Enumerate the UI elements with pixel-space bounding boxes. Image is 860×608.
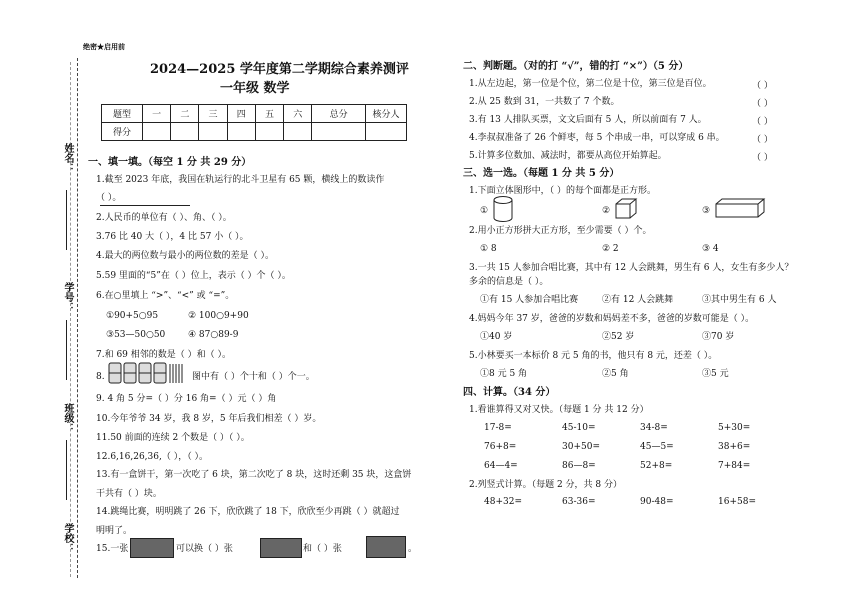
score-table-header: 五 bbox=[255, 105, 283, 123]
calc-item: 30+50= bbox=[562, 442, 600, 452]
choice-5-option[interactable]: ③5 元 bbox=[702, 369, 729, 379]
question-15-part2: 可以换（ ）张 bbox=[176, 544, 233, 554]
banknote-image bbox=[260, 538, 302, 558]
answer-underline bbox=[100, 205, 190, 206]
choice-3-option[interactable]: ①有 15 人参加合唱比赛 bbox=[480, 295, 579, 305]
question-10: 10.今年爷爷 34 岁，我 8 岁，5 年后我们相差（ ）岁。 bbox=[96, 414, 322, 424]
score-cell[interactable] bbox=[284, 123, 312, 141]
calc-item: 38+6= bbox=[718, 442, 751, 452]
choice-5-option[interactable]: ②5 角 bbox=[602, 369, 629, 379]
score-table-header: 核分人 bbox=[366, 105, 407, 123]
calc-item: 86—8= bbox=[562, 461, 596, 471]
judge-answer[interactable]: （ ） bbox=[752, 81, 773, 91]
question-12: 12.6,16,26,36,（ ），（ ）。 bbox=[96, 452, 209, 462]
score-table-header: 二 bbox=[171, 105, 199, 123]
choice-5-option[interactable]: ①8 元 5 角 bbox=[480, 369, 528, 379]
score-cell[interactable] bbox=[312, 123, 366, 141]
exam-title: 2024—2025 学年度第二学期综合素养测评 bbox=[150, 62, 409, 77]
section-2-heading: 二、判断题。（对的打 “√”，错的打 “×”）（5 分） bbox=[463, 61, 689, 72]
question-15-part3: 和（ ）张 bbox=[303, 544, 342, 554]
calc-item: 52+8= bbox=[640, 461, 673, 471]
choice-1-option[interactable]: ① bbox=[480, 206, 489, 216]
question-11: 11.50 前面的连续 2 个数是（ ）（ ）。 bbox=[96, 433, 250, 443]
school-label: 学校： bbox=[62, 523, 73, 553]
calc-item: 17-8= bbox=[484, 423, 512, 433]
binding-line-inner bbox=[70, 62, 71, 577]
calc-item: 45-10= bbox=[562, 423, 596, 433]
class-line bbox=[66, 440, 67, 500]
banknote-image bbox=[366, 536, 406, 558]
calc-item: 45—5= bbox=[640, 442, 674, 452]
judge-answer[interactable]: （ ） bbox=[752, 117, 773, 127]
choice-2-option[interactable]: ② 2 bbox=[602, 244, 619, 254]
score-table-header: 总分 bbox=[312, 105, 366, 123]
question-14-cont: 明明了。 bbox=[96, 526, 133, 536]
choice-2: 2.用小正方形拼大正方形，至少需要（ ）个。 bbox=[469, 226, 652, 236]
choice-3-option[interactable]: ②有 12 人会跳舞 bbox=[602, 295, 674, 305]
judge-answer[interactable]: （ ） bbox=[752, 99, 773, 109]
vertical-calc-item: 90-48= bbox=[640, 497, 674, 507]
name-label: 姓名： bbox=[62, 143, 73, 173]
score-cell[interactable] bbox=[143, 123, 171, 141]
calc-item: 34-8= bbox=[640, 423, 668, 433]
id-line bbox=[66, 320, 67, 380]
cylinder-icon bbox=[492, 195, 514, 227]
judge-5: 5.计算多位数加、减法时，都要从高位开始算起。 bbox=[469, 151, 667, 161]
score-cell[interactable] bbox=[227, 123, 255, 141]
judge-3: 3.有 13 人排队买票，文文后面有 5 人，所以前面有 7 人。 bbox=[469, 115, 707, 125]
choice-3: 3.一共 15 人参加合唱比赛，其中有 12 人会跳舞，男生有 6 人，女生有多少人？ bbox=[469, 263, 794, 273]
score-cell[interactable] bbox=[255, 123, 283, 141]
question-14: 14.跳绳比赛，明明跳了 26 下，欣欣跳了 18 下，欣欣至少再跳（ ）就超过 bbox=[96, 507, 400, 517]
class-label: 班级： bbox=[62, 403, 73, 433]
question-6: 6.在○里填上 “>”、“<” 或 “=”。 bbox=[96, 291, 235, 301]
choice-3-option[interactable]: ③其中男生有 6 人 bbox=[702, 295, 777, 305]
choice-4-option[interactable]: ③70 岁 bbox=[702, 332, 735, 342]
judge-2: 2.从 25 数到 31，一共数了 7 个数。 bbox=[469, 97, 620, 107]
section-3-heading: 三、选一选。（每题 1 分 共 5 分） bbox=[463, 168, 620, 179]
question-9: 9. 4 角 5 分=（ ）分 16 角=（ ）元（ ）角 bbox=[96, 394, 277, 404]
name-line bbox=[66, 190, 67, 250]
question-6-item: ② 100○9+90 bbox=[188, 311, 249, 321]
score-table-header: 四 bbox=[227, 105, 255, 123]
cuboid-icon bbox=[714, 197, 766, 223]
question-13-cont: 干共有（ ）块。 bbox=[96, 489, 162, 499]
calc-item: 7+84= bbox=[718, 461, 751, 471]
calc-item: 76+8= bbox=[484, 442, 517, 452]
score-table-header: 三 bbox=[199, 105, 227, 123]
choice-1-option[interactable]: ② bbox=[602, 206, 611, 216]
vertical-calc-item: 48+32= bbox=[484, 497, 522, 507]
calc-1-heading: 1.看谁算得又对又快。（每题 1 分 共 12 分） bbox=[469, 405, 649, 415]
section-1-heading: 一、填一填。（每空 1 分 共 29 分） bbox=[88, 157, 252, 168]
score-table-header: 题型 bbox=[102, 105, 143, 123]
question-1: 1.截至 2023 年底，我国在轨运行的北斗卫星有 65 颗，横线上的数读作 bbox=[96, 175, 385, 185]
question-6-item: ①90+5○95 bbox=[106, 311, 159, 321]
score-table-header: 六 bbox=[284, 105, 312, 123]
cube-icon bbox=[614, 197, 638, 225]
choice-4-option[interactable]: ①40 岁 bbox=[480, 332, 513, 342]
binding-line bbox=[77, 58, 78, 578]
choice-4: 4.妈妈今年 37 岁，爸爸的岁数和妈妈差不多，爸爸的岁数可能是（ ）。 bbox=[469, 314, 755, 324]
choice-2-option[interactable]: ① 8 bbox=[480, 244, 497, 254]
score-cell[interactable] bbox=[199, 123, 227, 141]
score-row-label: 得分 bbox=[102, 123, 143, 141]
question-15-end: 。 bbox=[408, 544, 418, 554]
choice-5: 5.小林要买一本标价 8 元 5 角的书，他只有 8 元，还差（ ）。 bbox=[469, 351, 718, 361]
choice-1: 1.下面立体图形中，（ ）的每个面都是正方形。 bbox=[469, 186, 656, 196]
score-table-header: 一 bbox=[143, 105, 171, 123]
score-cell[interactable] bbox=[366, 123, 407, 141]
score-cell[interactable] bbox=[171, 123, 199, 141]
secret-label: 绝密★启用前 bbox=[83, 42, 125, 51]
judge-answer[interactable]: （ ） bbox=[752, 153, 773, 163]
vertical-calc-item: 16+58= bbox=[718, 497, 756, 507]
calc-item: 64—4= bbox=[484, 461, 518, 471]
question-7: 7.和 69 相邻的数是（ ）和（ ）。 bbox=[96, 350, 231, 360]
calc-item: 5+30= bbox=[718, 423, 751, 433]
question-1-blank: （ ）。 bbox=[96, 193, 122, 203]
judge-answer[interactable]: （ ） bbox=[752, 135, 773, 145]
question-6-item: ③53—50○50 bbox=[106, 330, 166, 340]
question-8-number: 8. bbox=[96, 372, 105, 382]
question-13: 13.有一盒饼干，第一次吃了 6 块，第二次吃了 8 块，这时还剩 35 块，这盒饼 bbox=[96, 470, 412, 480]
question-6-item: ④ 87○89-9 bbox=[188, 330, 239, 340]
question-4: 4.最大的两位数与最小的两位数的差是（ ）。 bbox=[96, 251, 274, 261]
choice-1-option[interactable]: ③ bbox=[702, 206, 711, 216]
question-8: 图中有（ ）个十和（ ）个一。 bbox=[192, 372, 315, 382]
question-2: 2.人民币的单位有（ ）、角、（ ）。 bbox=[96, 213, 232, 223]
vertical-calc-item: 63-36= bbox=[562, 497, 596, 507]
banknote-image bbox=[130, 538, 174, 558]
choice-4-option[interactable]: ②52 岁 bbox=[602, 332, 635, 342]
judge-1: 1.从左边起，第一位是个位，第二位是十位，第三位是百位。 bbox=[469, 79, 712, 89]
student-id-label: 学号： bbox=[62, 282, 73, 312]
question-15: 15.一张 bbox=[96, 544, 129, 554]
score-table bbox=[101, 104, 407, 141]
section-4-heading: 四、计算。（34 分） bbox=[463, 387, 556, 398]
question-3: 3.76 比 40 大（ ），4 比 57 小（ ）。 bbox=[96, 232, 249, 242]
judge-4: 4.李叔叔准备了 26 个鲜枣，每 5 个串成一串，可以穿成 6 串。 bbox=[469, 133, 725, 143]
bundle-sticks-image bbox=[108, 362, 184, 384]
calc-2-heading: 2.列竖式计算。（每题 2 分，共 8 分） bbox=[469, 480, 622, 490]
exam-subtitle: 一年级 数学 bbox=[220, 81, 290, 96]
choice-2-option[interactable]: ③ 4 bbox=[702, 244, 719, 254]
question-5: 5.59 里面的“5”在（ ）位上，表示（ ）个（ ）。 bbox=[96, 271, 291, 281]
choice-3-cont: 多余的信息是（ ）。 bbox=[469, 277, 549, 287]
